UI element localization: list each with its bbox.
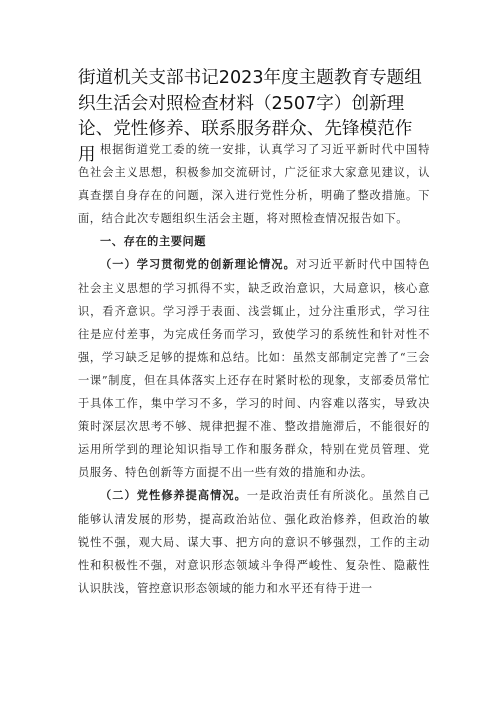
item1-text: 对习近平新时代中国特色社会主义思想的学习抓得不实，缺乏政治意识，大局意识，核心意识，看齐意识。学习浮于表面、浅尝辄止，过分注重形式，学习往往是应付差事，为完成任务而学习，致使学习的系统性和针对性不强，学习缺乏足够的提炼和总结。比如：虽然支部制定完善了“三会一课”制度，但在具体落实上还存在时紧时松的现象，支部委员常忙于具体工作，集中学习不多，学习的时间、内容难以落实，导致决策时深层次思考不够、规律把握不准、整改措施滞后，不能很好的运用所学到的理论知识指导工作和服务群众，特别在党员管理、党员服务、特色创新等方面提不出一些有效的措施和办法。 [78, 258, 430, 480]
item2-text: 一是政治责任有所淡化。虽然自己能够认清发展的形势，提高政治站位、强化政治修养，但政治的敏锐性不强，观大局、谋大事、把方向的意识不够强烈，工作的主动性和积极性不强，对意识形态领域斗争得严峻性、复杂性、隐蔽性认识肤浅，管控意识形态领域的能力和水平还有待于进一 [78, 489, 430, 595]
intro-paragraph: 根据街道党工委的统一安排，认真学习了习近平新时代中国特色社会主义思想，积极参加交流研讨，广泛征求大家意见建议，认真查摆自身存在的问题，深入进行党性分析，明确了整改措施。下面，结合此次专题组织生活会主题，将对照检查情况报告如下。 [78, 143, 430, 226]
section-heading: 一、存在的主要问题 [100, 234, 207, 249]
item1-paragraph [78, 253, 430, 484]
item2-title: （二）党性修养提高情况。 [100, 488, 247, 503]
item2-paragraph [78, 484, 430, 599]
document-title: 街道机关支部书记2023年度主题教育专题组织生活会对照检查材料（2507字）创新理论、党性修养、联系服务群众、先锋模范作用 [78, 68, 422, 165]
item1-title: （一）学习贯彻党的创新理论情况。 [100, 257, 296, 272]
document-body [78, 138, 430, 600]
